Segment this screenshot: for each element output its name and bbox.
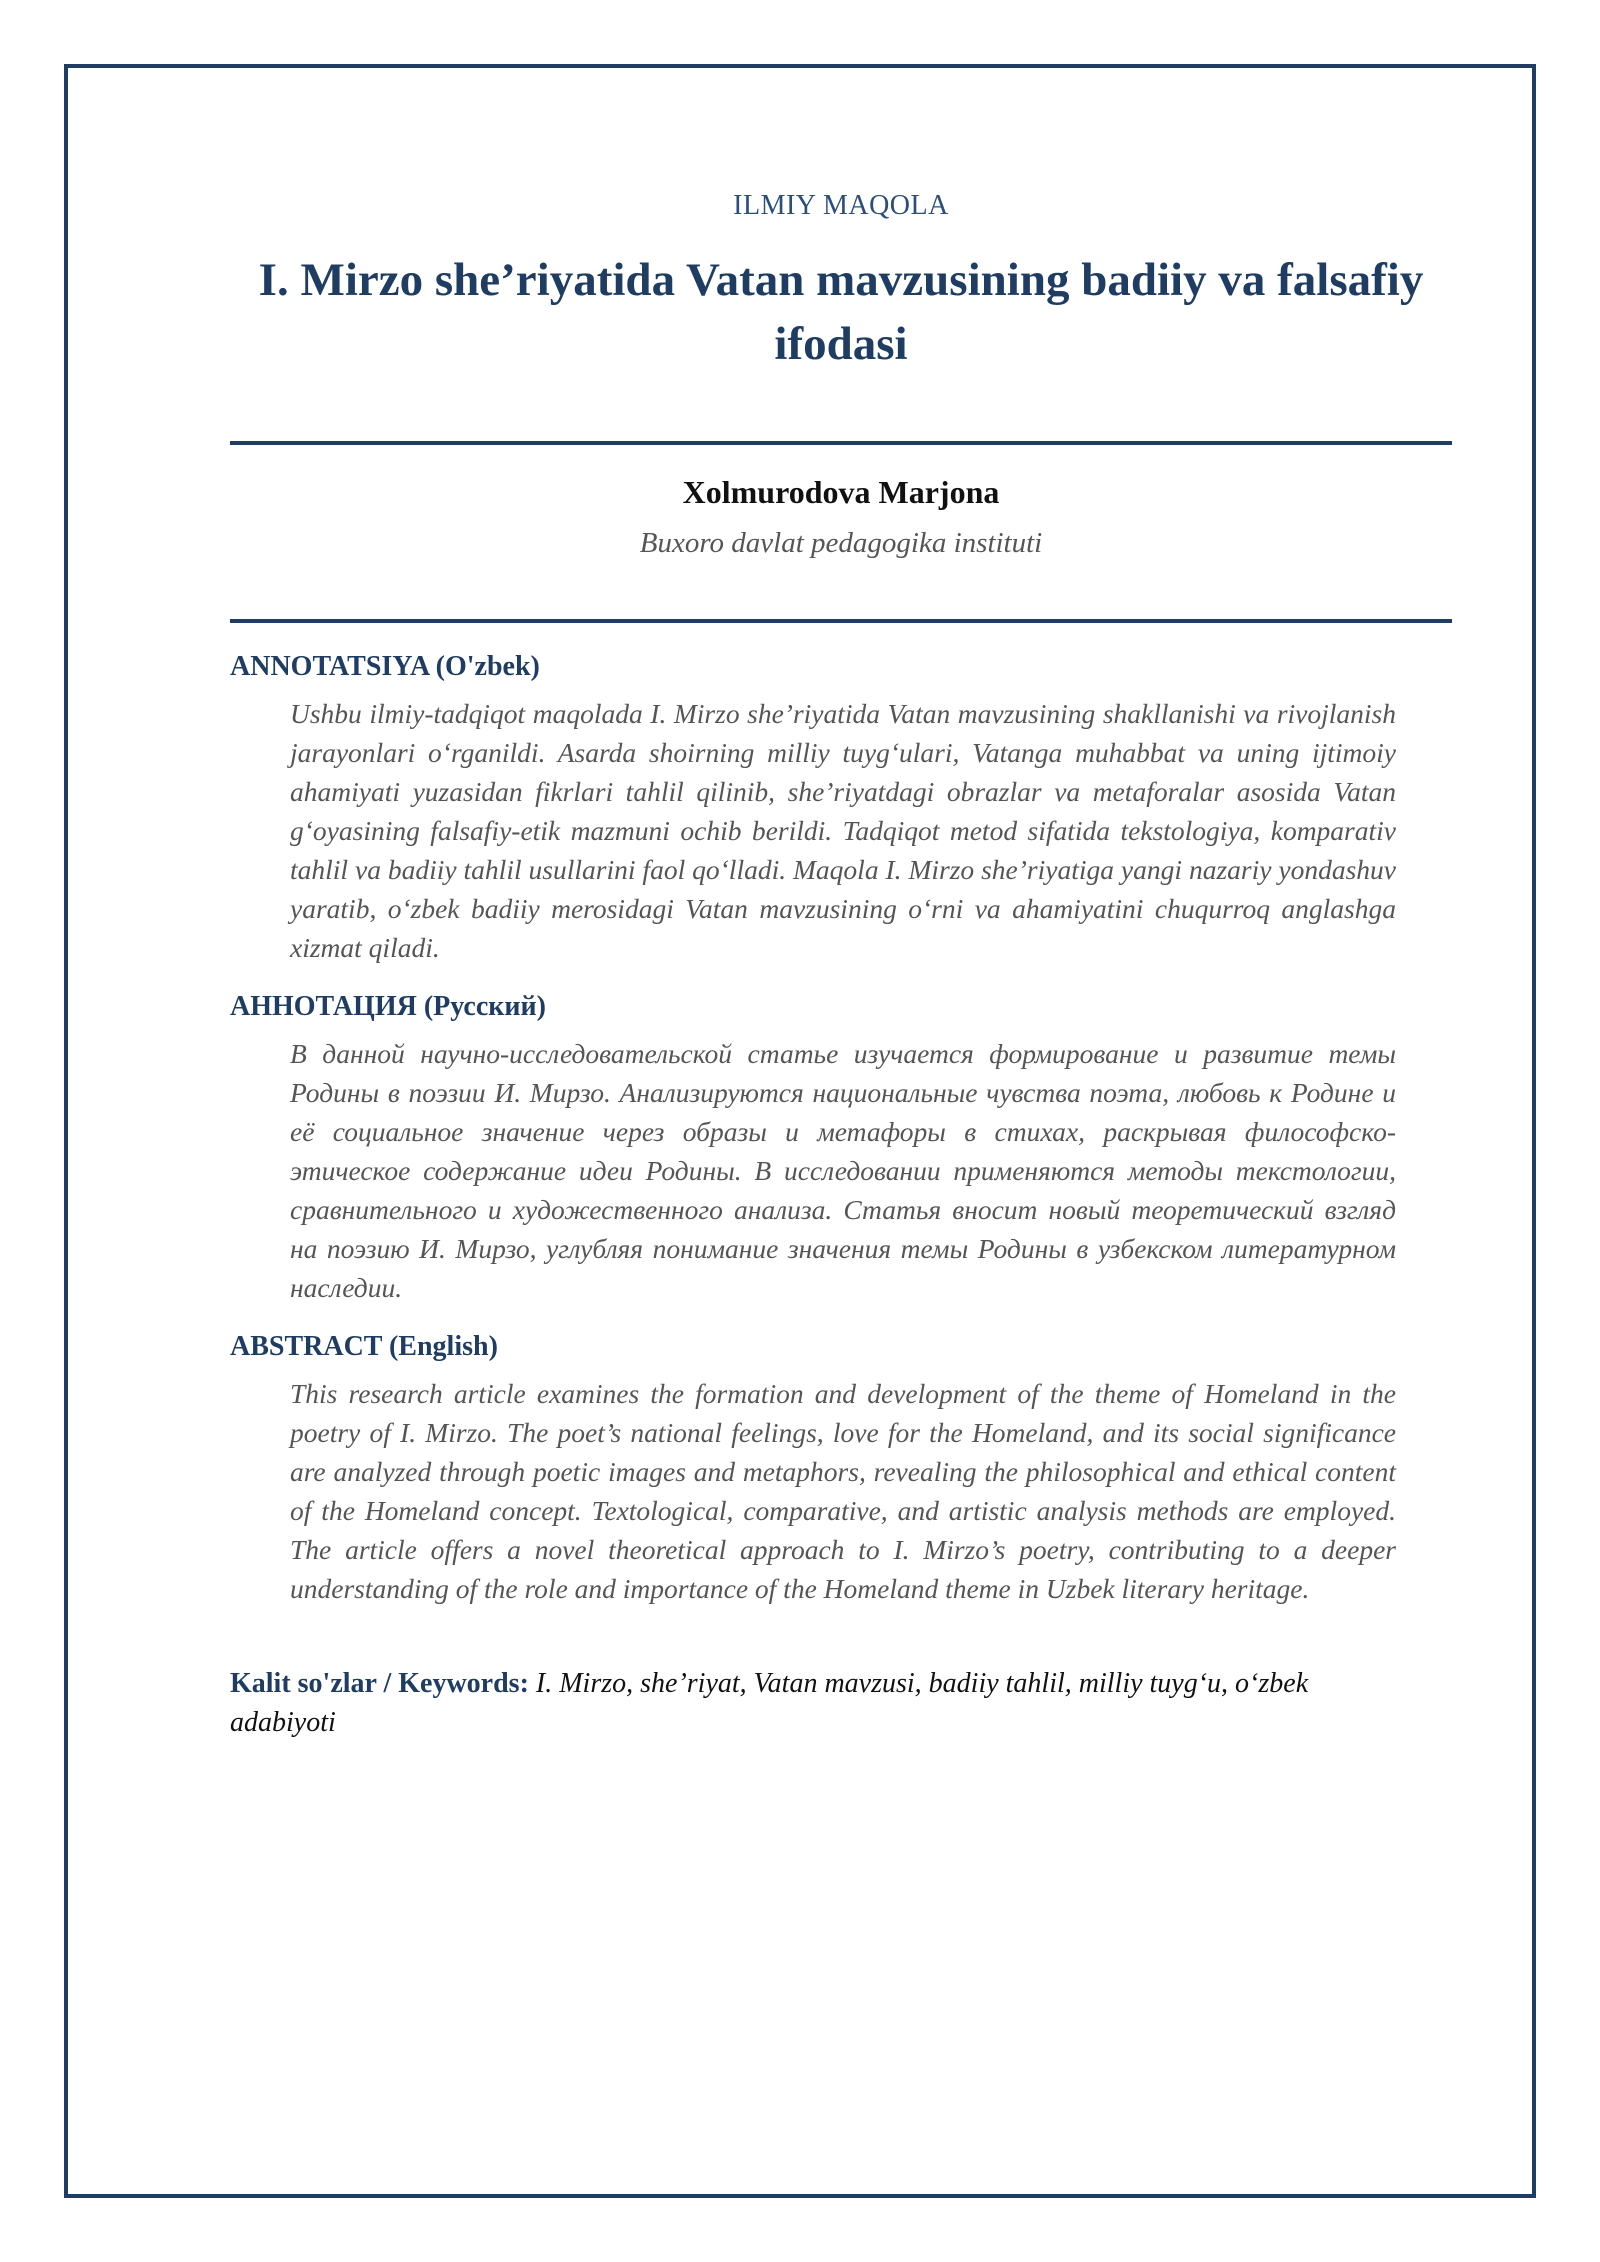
keywords-line: [230, 1664, 1396, 1742]
abstract-uz-heading: ANNOTATSIYA (O'zbek): [230, 651, 540, 682]
author-affiliation: Buxoro davlat pedagogika instituti: [639, 527, 1043, 559]
divider-top: [230, 441, 1452, 445]
keywords-label: Kalit so'zlar / Keywords:: [230, 1668, 529, 1699]
author-name: Xolmurodova Marjona: [682, 474, 1000, 510]
article-type-label: ILMIY MAQOLA: [733, 190, 949, 221]
keywords-value: I. Mirzo, she’riyat, Vatan mavzusi, badiiy tahlil, milliy tuyg‘u, o‘zbek adabiyoti: [230, 1668, 1309, 1738]
abstract-en-heading: ABSTRACT (English): [230, 1331, 498, 1362]
abstract-en-text: This research article examines the formation and development of the theme of Homeland in the poetry of I. Mirzo. The poet’s national feelings, love for the Homeland, and its social significance are analyzed through poetic images and metaphors, revealing the philosophical and ethical content of the Homeland concept. Textological, comparative, and artistic analysis methods are employed. The article offers a novel theoretical approach to I. Mirzo’s poetry, contributing to a deeper understanding of the role and importance of the Homeland theme in Uzbek literary heritage.: [290, 1378, 1396, 1604]
abstract-uz-text: Ushbu ilmiy-tadqiqot maqolada I. Mirzo she’riyatida Vatan mavzusining shakllanishi va rivojlanish jarayonlari o‘rganildi. Asarda shoirning milliy tuyg‘ulari, Vatanga muhabbat va uning ijtimoiy ahamiyati yuzasidan fikrlari tahlil qilinib, she’riyatdagi obrazlar va metaforalar asosida Vatan g‘oyasining falsafiy-etik mazmuni ochib berildi. Tadqiqot metod sifatida tekstologiya, komparativ tahlil va badiiy tahlil usullarini faol qo‘lladi. Maqola I. Mirzo she’riyatiga yangi nazariy yondashuv yaratib, o‘zbek badiiy merosidagi Vatan mavzusining o‘rni va ahamiyatini chuqurroq anglashga xizmat qiladi.: [290, 698, 1396, 963]
divider-bottom: [230, 619, 1452, 623]
article-title: I. Mirzo she’riyatida Vatan mavzusining badiiy va falsafiy ifodasi: [258, 254, 1424, 370]
abstract-ru-heading: АННОТАЦИЯ (Русский): [230, 991, 546, 1022]
abstract-ru-text: В данной научно-исследовательской статье изучается формирование и развитие темы Родины в поэзии И. Мирзо. Анализируются национальные чувства поэта, любовь к Родине и её социальное значение через образы и метафоры в стихах, раскрывая философско-этическое содержание идеи Родины. В исследовании применяются методы текстологии, сравнительного и художественного анализа. Статья вносит новый теоретический взгляд на поэзию И. Мирзо, углубляя понимание значения темы Родины в узбекском литературном наследии.: [290, 1038, 1396, 1303]
